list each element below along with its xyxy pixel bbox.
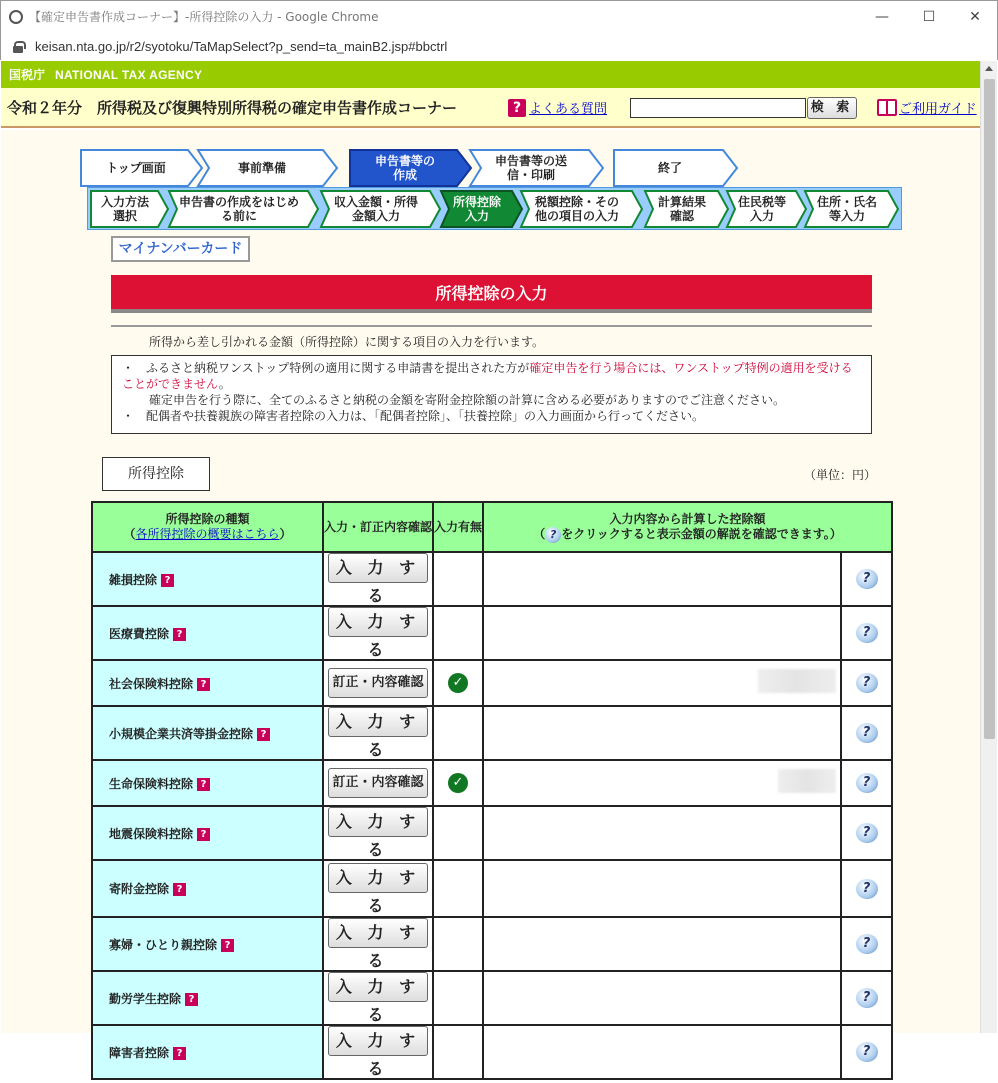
scroll-thumb[interactable]: [984, 79, 995, 739]
table-row: [92, 917, 892, 971]
notice-item: ・ 配偶者や扶養親族の障害者控除の入力は、「配偶者控除」、「扶養控除」の入力画面から行ってください。: [122, 409, 705, 423]
maximize-button[interactable]: ☐: [922, 9, 936, 25]
table-row: [92, 1025, 892, 1079]
status-cell: [433, 806, 483, 860]
amount-cell: [483, 917, 841, 971]
step-end: [613, 149, 739, 187]
substep-deduction: [440, 190, 524, 228]
amount-cell: [483, 660, 841, 706]
guide-label[interactable]: ご利用ガイド: [899, 102, 977, 117]
notice-item: ・ ふるさと納税ワンストップ特例の適用に関する申請書を提出された方が確定申告を行う場合には、ワンストップ特例の適用を受けることができません。: [122, 361, 853, 391]
substep-label: 住民税等入力: [737, 195, 786, 223]
amount-cell: [483, 760, 841, 806]
faq-link[interactable]: [508, 98, 607, 117]
deduction-name: 社会保険料控除 ?: [92, 660, 323, 706]
table-row: [92, 706, 892, 760]
amount-cell: [483, 971, 841, 1025]
substep-tax-credit: [520, 190, 644, 228]
input-button[interactable]: 入 力 す る: [328, 607, 428, 637]
help-icon[interactable]: ?: [856, 623, 878, 643]
substep-income: [320, 190, 442, 228]
substep-resident-tax: [726, 190, 808, 228]
question-icon[interactable]: ?: [197, 678, 210, 691]
help-icon[interactable]: ?: [856, 934, 878, 954]
help-icon[interactable]: ?: [856, 823, 878, 843]
deduction-name: 勤労学生控除 ?: [92, 971, 323, 1025]
column-header-type: 所得控除の種類 （各所得控除の概要はこちら）: [92, 502, 323, 552]
amount-cell: [483, 552, 841, 606]
substep-label: 申告書の作成をはじめる前に: [179, 195, 300, 223]
substep-label: 所得控除入力: [452, 195, 501, 223]
deduction-name: 寡婦・ひとり親控除 ?: [92, 917, 323, 971]
guide-link[interactable]: [877, 98, 977, 117]
overview-link[interactable]: 各所得控除の概要はこちら: [135, 527, 280, 541]
input-button[interactable]: 入 力 す る: [328, 807, 428, 837]
question-icon[interactable]: ?: [185, 993, 198, 1006]
window-titlebar: [0, 0, 998, 32]
book-icon: [877, 99, 897, 116]
column-header-status: 入力有無: [433, 502, 483, 552]
chrome-icon: [9, 10, 23, 24]
table-row: [92, 552, 892, 606]
substep-address: [804, 190, 900, 228]
substep-before: [168, 190, 320, 228]
help-icon[interactable]: ?: [856, 773, 878, 793]
page-header: [1, 88, 980, 128]
table-row: [92, 760, 892, 806]
question-icon: ?: [508, 99, 526, 117]
status-cell: [433, 606, 483, 660]
lock-icon: [13, 41, 23, 52]
question-icon[interactable]: ?: [173, 883, 186, 896]
url-text: keisan.nta.go.jp/r2/syotoku/TaMapSelect?p_send=ta_mainB2.jsp#bbctrl: [35, 38, 448, 54]
deduction-name: 小規模企業共済等掛金控除 ?: [92, 706, 323, 760]
step-label: 申告書等の送信・印刷: [494, 154, 567, 182]
substep-label: 税額控除・その他の項目の入力: [534, 195, 619, 223]
substep-bar: [87, 187, 902, 230]
window-title: 【確定申告書作成コーナー】-所得控除の入力 - Google Chrome: [29, 10, 379, 24]
tab-deductions: 所得控除: [102, 457, 210, 491]
deduction-name: 地震保険料控除 ?: [92, 806, 323, 860]
step-label: 事前準備: [237, 161, 286, 175]
search-input[interactable]: [630, 98, 806, 118]
agency-banner: [1, 61, 980, 88]
status-cell: [433, 660, 483, 706]
substep-label: 計算結果確認: [657, 195, 706, 223]
table-row: [92, 660, 892, 706]
column-header-input: 入力・訂正内容確認: [323, 502, 433, 552]
amount-cell: [483, 860, 841, 917]
question-icon[interactable]: ?: [173, 1047, 186, 1060]
table-row: [92, 606, 892, 660]
edit-confirm-button[interactable]: 訂正・内容確認: [328, 768, 428, 798]
status-cell: [433, 860, 483, 917]
table-row: [92, 971, 892, 1025]
close-button[interactable]: ✕: [969, 9, 981, 25]
deduction-name: 障害者控除 ?: [92, 1025, 323, 1079]
page-title: 所得控除の入力: [111, 275, 872, 313]
substep-label: 住所・氏名等入力: [817, 195, 878, 223]
address-bar[interactable]: [0, 32, 998, 60]
table-row: [92, 806, 892, 860]
step-label: 申告書等の作成: [374, 154, 435, 182]
mynumber-card-button[interactable]: マイナンバーカード: [111, 236, 250, 262]
agency-name-ja: 国税庁: [9, 68, 46, 82]
status-cell: [433, 760, 483, 806]
check-icon: ✓: [448, 773, 468, 793]
status-cell: [433, 552, 483, 606]
search-button[interactable]: 検 索: [807, 97, 857, 119]
question-icon[interactable]: ?: [197, 828, 210, 841]
table-row: [92, 860, 892, 917]
input-button[interactable]: 入 力 す る: [328, 707, 428, 737]
amount-cell: [483, 706, 841, 760]
help-icon[interactable]: ?: [856, 879, 878, 899]
column-header-amount: 入力内容から計算した控除額 （ ? をクリックすると表示金額の解説を確認できます。）: [483, 502, 892, 552]
deductions-table: [91, 501, 893, 1080]
help-icon[interactable]: ?: [856, 569, 878, 589]
faq-label[interactable]: よくある質問: [529, 102, 608, 117]
help-icon[interactable]: ?: [856, 988, 878, 1008]
step-label: トップ画面: [106, 161, 166, 175]
substep-result: [644, 190, 730, 228]
question-icon[interactable]: ?: [257, 728, 270, 741]
step-label: 終了: [657, 161, 682, 175]
deduction-name: 寄附金控除 ?: [92, 860, 323, 917]
input-button[interactable]: 入 力 す る: [328, 863, 428, 893]
substep-method: [90, 190, 170, 228]
input-button[interactable]: 入 力 す る: [328, 918, 428, 948]
site-title: 令和２年分 所得税及び復興特別所得税の確定申告書作成コーナー: [7, 98, 458, 117]
help-icon[interactable]: ?: [856, 673, 878, 693]
step-send: [469, 149, 605, 187]
redacted-amount: [758, 669, 836, 693]
question-icon[interactable]: ?: [197, 778, 210, 791]
edit-confirm-button[interactable]: 訂正・内容確認: [328, 668, 428, 698]
status-cell: [433, 1025, 483, 1079]
input-button[interactable]: 入 力 す る: [328, 553, 428, 583]
deduction-name: 医療費控除 ?: [92, 606, 323, 660]
input-button[interactable]: 入 力 す る: [328, 972, 428, 1002]
redacted-amount: [778, 769, 836, 793]
amount-cell: [483, 606, 841, 660]
status-cell: [433, 706, 483, 760]
main-content: [1, 130, 980, 1078]
intro-text: 所得から差し引かれる金額（所得控除）に関する項目の入力を行います。: [111, 325, 872, 350]
scroll-up-icon[interactable]: [985, 66, 993, 71]
help-icon: ?: [545, 527, 561, 543]
status-cell: [433, 971, 483, 1025]
input-button[interactable]: 入 力 す る: [328, 1026, 428, 1056]
minimize-button[interactable]: —: [875, 9, 889, 25]
substep-label: 収入金額・所得金額入力: [333, 195, 418, 223]
scrollbar[interactable]: [980, 61, 997, 1033]
step-prepare: [197, 149, 339, 187]
question-icon[interactable]: ?: [221, 939, 234, 952]
notice-item-sub: 確定申告を行う際に、全てのふるさと納税の金額を寄附金控除額の計算に含める必要がありますのでご注意ください。: [149, 393, 786, 407]
step-create: [349, 149, 473, 187]
question-icon[interactable]: ?: [161, 574, 174, 587]
notice-box: [111, 355, 872, 434]
check-icon: ✓: [448, 673, 468, 693]
deduction-name: 生命保険料控除 ?: [92, 760, 323, 806]
status-cell: [433, 917, 483, 971]
help-icon[interactable]: ?: [856, 1042, 878, 1062]
question-icon[interactable]: ?: [173, 628, 186, 641]
agency-name-en: NATIONAL TAX AGENCY: [55, 67, 203, 82]
help-icon[interactable]: ?: [856, 723, 878, 743]
step-top: [80, 149, 204, 187]
deduction-name: 雑損控除 ?: [92, 552, 323, 606]
unit-label: （単位：円）: [804, 468, 877, 482]
amount-cell: [483, 1025, 841, 1079]
amount-cell: [483, 806, 841, 860]
substep-label: 入力方法選択: [100, 195, 149, 223]
